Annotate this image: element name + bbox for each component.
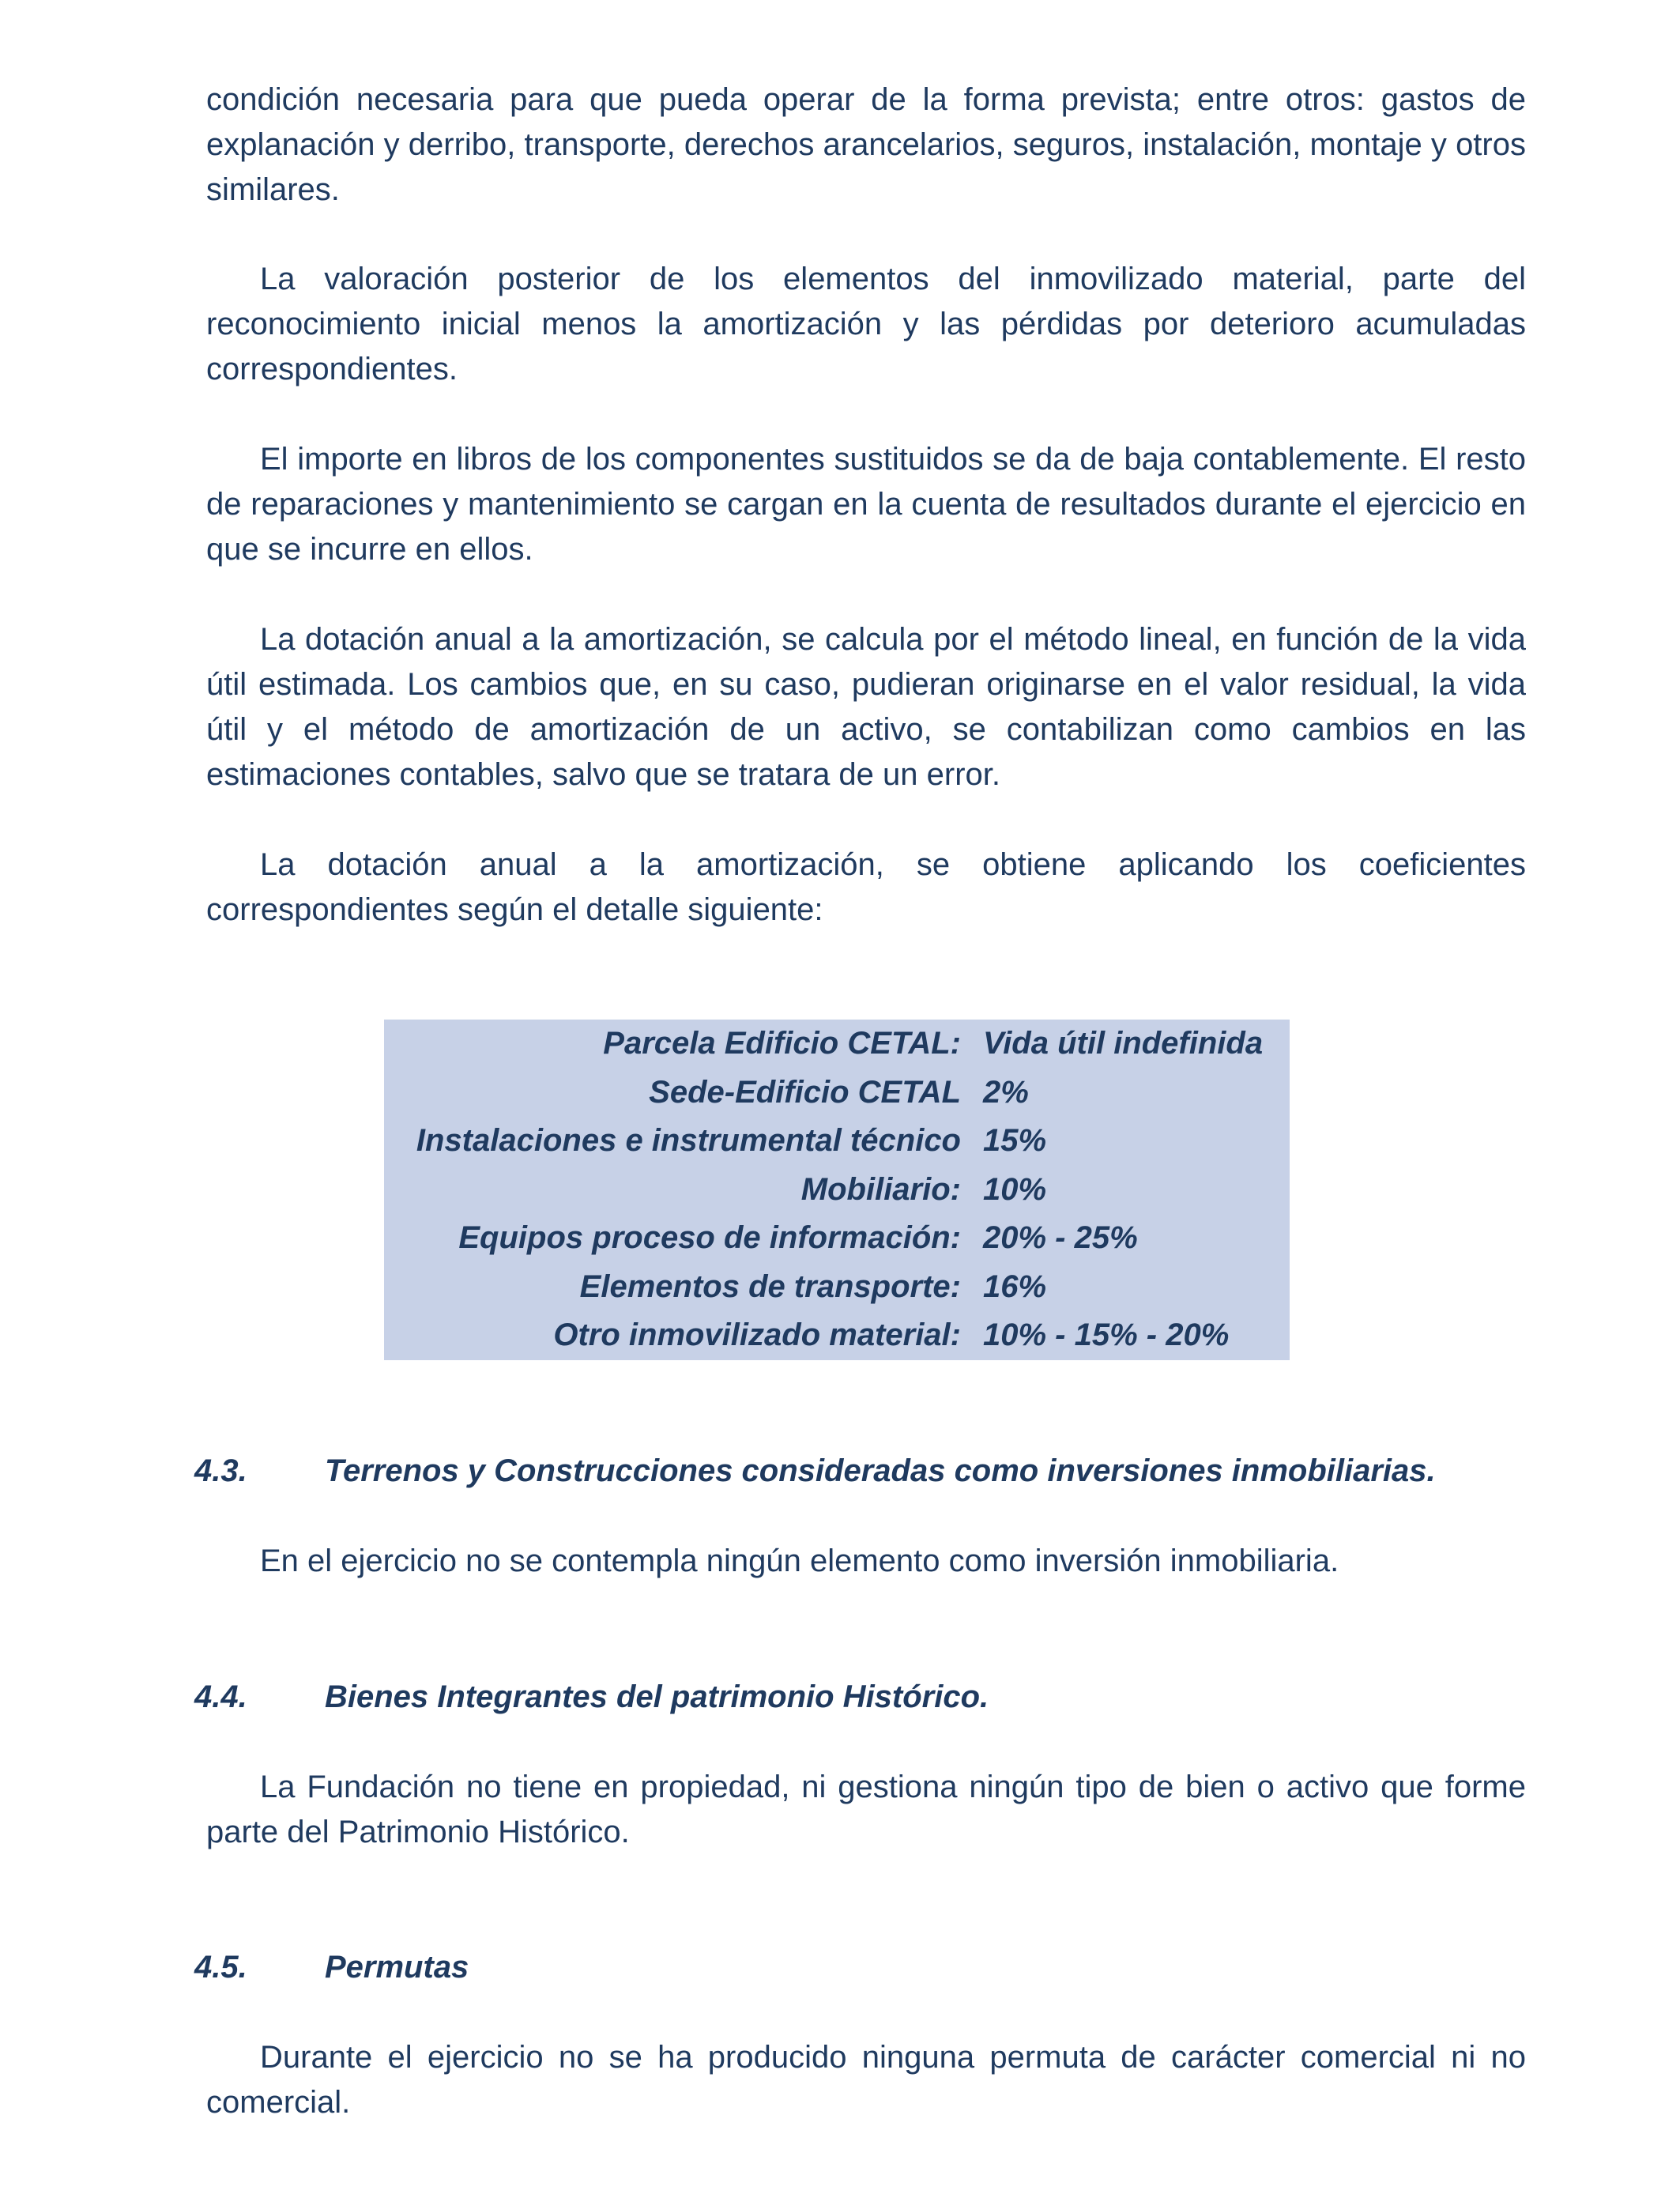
section-title: Bienes Integrantes del patrimonio Histórico. (325, 1679, 989, 1714)
section-number: 4.5. (194, 1950, 247, 1985)
rate-value: 10% - 15% - 20% (983, 1318, 1230, 1353)
rate-value: 2% (983, 1074, 1029, 1110)
rate-value: Vida útil indefinida (983, 1026, 1264, 1061)
section-title: Terrenos y Construcciones consideradas como inversiones inmobiliarias. (325, 1453, 1436, 1488)
asset-label: Equipos proceso de información: (458, 1220, 961, 1256)
section-heading-investment-property (194, 1449, 1436, 1494)
section-heading-historical-heritage (194, 1675, 989, 1720)
rate-value: 16% (983, 1269, 1047, 1304)
asset-label: Instalaciones e instrumental técnico (416, 1123, 961, 1159)
paragraph-coefficients-intro: La dotación anual a la amortización, se obtiene aplicando los coeficientes correspondientes según el detalle siguiente: (206, 847, 1526, 927)
asset-label: Elementos de transporte: (579, 1269, 961, 1304)
rate-value: 10% (983, 1171, 1047, 1207)
table-row (384, 1311, 1290, 1360)
section-title: Permutas (325, 1950, 469, 1985)
paragraph-acquisition-costs: condición necesaria para que pueda operar de la forma prevista; entre otros: gastos de explanación y derribo, transporte, derechos arancelarios, seguros, instalación, montaje y otros similares. (206, 82, 1526, 207)
table-row (384, 1020, 1290, 1069)
asset-label: Sede-Edificio CETAL (649, 1074, 961, 1110)
section-number: 4.3. (194, 1453, 247, 1488)
rate-value: 20% - 25% (983, 1220, 1138, 1256)
asset-label: Otro inmovilizado material: (553, 1318, 961, 1353)
paragraph-subsequent-valuation: La valoración posterior de los elementos del inmovilizado material, parte del reconocimiento inicial menos la amortización y las pérdidas por deterioro acumuladas correspondientes. (206, 262, 1526, 386)
table-row (384, 1214, 1290, 1263)
paragraph-annual-depreciation-method: La dotación anual a la amortización, se calcula por el método lineal, en función de la vida útil estimada. Los cambios que, en su caso, pudieran originarse en el valor residual, la vida útil y el método de amortización de un activo, se contabilizan como cambios en las estimaciones contables, salvo que se tratara de un error. (206, 622, 1526, 792)
section-heading-exchanges (194, 1945, 469, 1990)
section-number: 4.4. (194, 1679, 247, 1714)
paragraph-replaced-components: El importe en libros de los componentes sustituidos se da de baja contablemente. El resto de reparaciones y mantenimiento se cargan en la cuenta de resultados durante el ejercicio en que se incurre en ellos. (206, 442, 1526, 567)
asset-label: Parcela Edificio CETAL: (603, 1026, 961, 1061)
rate-value: 15% (983, 1123, 1047, 1159)
asset-label: Mobiliario: (800, 1171, 961, 1207)
paragraph-historical-heritage: La Fundación no tiene en propiedad, ni gestiona ningún tipo de bien o activo que forme parte del Patrimonio Histórico. (206, 1770, 1526, 1849)
table-row (384, 1263, 1290, 1312)
paragraph-investment-property: En el ejercicio no se contempla ningún elemento como inversión inmobiliaria. (260, 1544, 1339, 1578)
table-row (384, 1117, 1290, 1166)
table-row (384, 1069, 1290, 1118)
depreciation-coefficients-table (384, 1020, 1290, 1360)
table-row (384, 1166, 1290, 1215)
paragraph-exchanges: Durante el ejercicio no se ha producido ninguna permuta de carácter comercial ni no comercial. (206, 2040, 1526, 2120)
